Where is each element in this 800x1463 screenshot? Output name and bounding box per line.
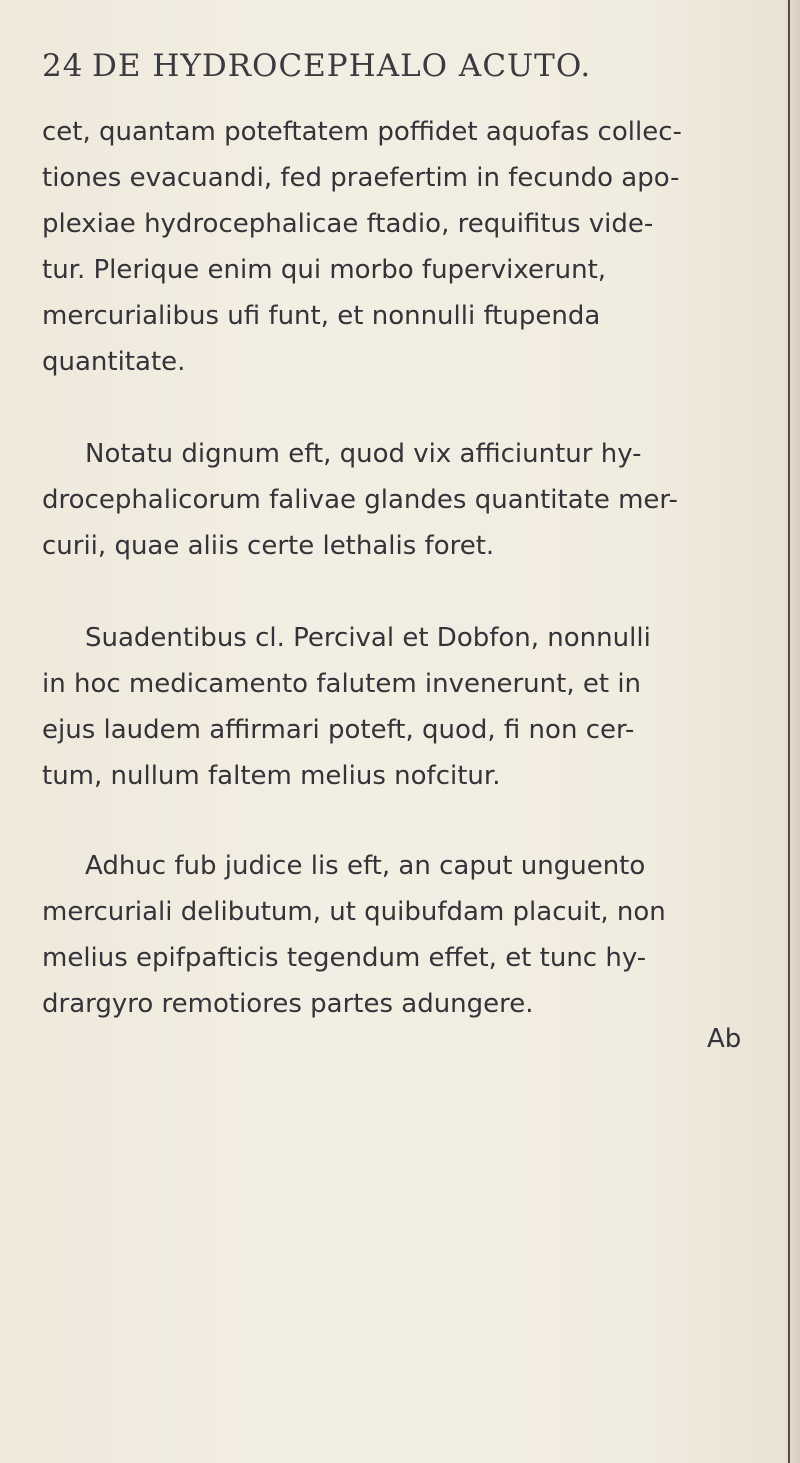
text-line: cet, quantam poteftatem poffidet aquofas collec-	[42, 117, 682, 147]
page-number: 24	[42, 48, 84, 84]
text-line: quantitate.	[42, 347, 186, 377]
text-line: tur. Plerique enim qui morbo fupervixerunt,	[42, 255, 607, 285]
catchword: Ab	[707, 1024, 742, 1054]
text-line: ejus laudem affirmari poteft, quod, fi non cer-	[42, 715, 635, 745]
text-line: tum, nullum faltem melius nofcitur.	[42, 761, 501, 791]
text-line: mercuriali delibutum, ut quibufdam placuit, non	[42, 897, 666, 927]
text-line: plexiae hydrocephalicae ftadio, requifitus vide-	[42, 209, 654, 239]
text-line: Adhuc fub judice lis eft, an caput unguento	[85, 851, 646, 881]
text-line: drargyro remotiores partes adungere.	[42, 989, 534, 1019]
text-line: melius epifpafticis tegendum effet, et tunc hy-	[42, 943, 647, 973]
text-line: mercurialibus ufi funt, et nonnulli ftupenda	[42, 301, 601, 331]
text-line: in hoc medicamento falutem invenerunt, et in	[42, 669, 642, 699]
page-edge-line	[788, 0, 790, 1463]
text-line: drocephalicorum falivae glandes quantitate mer-	[42, 485, 678, 515]
running-title: DE HYDROCEPHALO ACUTO.	[92, 48, 592, 84]
text-line: Notatu dignum eft, quod vix afficiuntur hy-	[85, 439, 642, 469]
page-header	[40, 48, 760, 88]
text-line: Suadentibus cl. Percival et Dobfon, nonnulli	[85, 623, 651, 653]
text-line: curii, quae aliis certe lethalis foret.	[42, 531, 495, 561]
text-line: tiones evacuandi, fed praefertim in fecundo apo-	[42, 163, 680, 193]
